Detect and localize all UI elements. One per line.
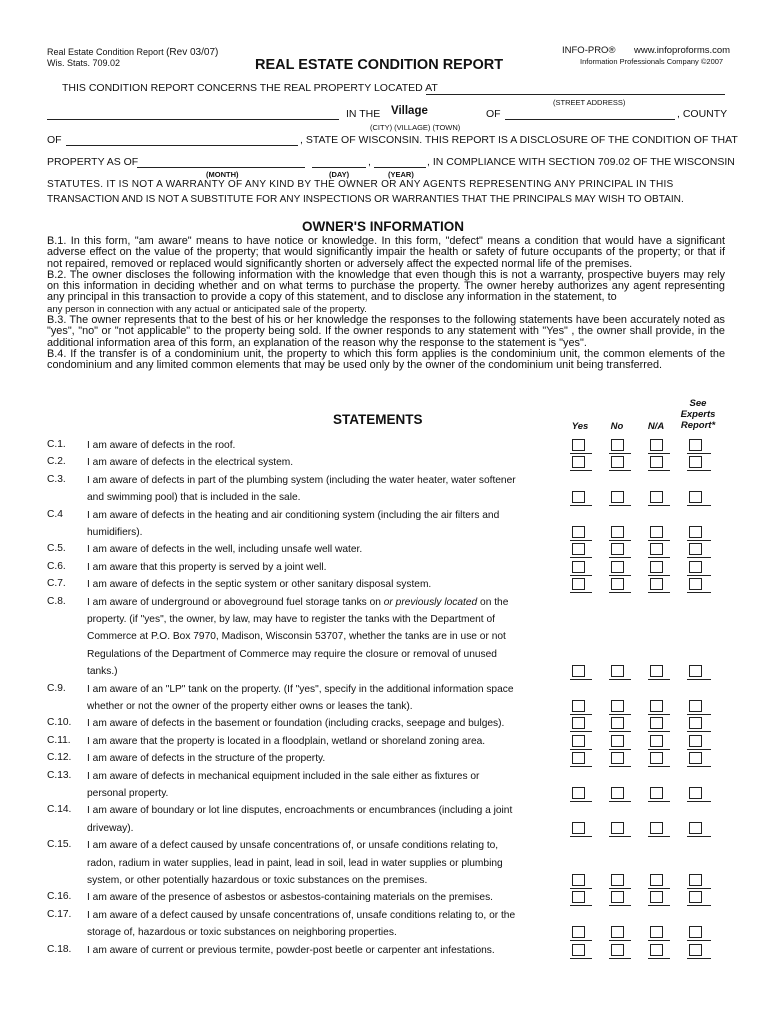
checkbox-no[interactable] [611, 717, 624, 729]
checkbox-na[interactable] [650, 456, 663, 468]
checkbox-underline [687, 766, 711, 767]
statement-text [87, 541, 565, 558]
checkbox-yes[interactable] [572, 752, 585, 764]
checkbox-yes[interactable] [572, 665, 585, 677]
checkbox-underline [570, 679, 592, 680]
statement-line: Commerce at P.O. Box 7970, Madison, Wisconsin 53707, whether the tanks are in use or not [87, 631, 506, 643]
statement-number: C.9. [47, 682, 66, 694]
statement-text [87, 750, 565, 767]
checkbox-underline [609, 731, 631, 732]
checkbox-yes[interactable] [572, 735, 585, 747]
statement-line: I am aware of boundary or lot line disputes, encroachments or encumbrances (including a joint [87, 805, 513, 817]
statement-line: personal property. [87, 788, 169, 799]
checkbox-underline [570, 766, 592, 767]
checkbox-underline [687, 888, 711, 889]
checkbox-underline [570, 836, 592, 837]
statement-line: humidifiers). [87, 527, 143, 538]
statement-number: C.17. [47, 908, 72, 920]
municipality-value: Village [391, 105, 428, 117]
checkbox-yes[interactable] [572, 578, 585, 590]
checkbox-experts[interactable] [689, 874, 702, 886]
statement-line: I am aware of an "LP" tank on the property. (If "yes", specify in the additional information space [87, 683, 514, 695]
statement-line: I am aware of defects in the basement or foundation (including cracks, seepage and bulges). [87, 718, 505, 730]
checkbox-underline [687, 540, 711, 541]
checkbox-underline [570, 575, 592, 576]
day-field[interactable] [312, 155, 366, 168]
owners-paragraphs [47, 236, 725, 372]
checkbox-underline [609, 801, 631, 802]
checkbox-underline [609, 453, 631, 454]
statement-text [87, 576, 565, 593]
owners-heading: OWNER'S INFORMATION [302, 219, 464, 234]
statement-text [87, 594, 565, 681]
checkbox-underline [609, 836, 631, 837]
statement-line: I am aware of defects in the heating and air conditioning system (including the air filters and [87, 509, 500, 521]
checkbox-no[interactable] [611, 822, 624, 834]
checkbox-underline [648, 575, 670, 576]
municipality-field[interactable] [386, 105, 482, 120]
checkbox-underline [609, 714, 631, 715]
statement-text [87, 507, 565, 542]
checkbox-underline [687, 453, 711, 454]
checkbox-underline [687, 575, 711, 576]
statement-line: I am aware of defects in part of the plumbing system (including the water heater, water softener [87, 474, 516, 486]
checkbox-experts[interactable] [689, 665, 702, 677]
checkbox-no[interactable] [611, 874, 624, 886]
statement-number: C.11. [47, 734, 71, 746]
statement-line: tanks.) [87, 666, 118, 678]
state-clause: , STATE OF WISCONSIN. THIS REPORT IS A DISCLOSURE OF THE CONDITION OF THAT [300, 134, 738, 146]
brand: INFO-PRO® [562, 45, 616, 56]
checkbox-underline [570, 505, 592, 506]
b1-paragraph: B.1. In this form, "am aware" means to have notice or knowledge. In this form, "defect" means a condition that would have a significant adverse effect on the value of the property; that would significantly impair the health or safety of future occupants of the property; or that if not repaired, removed or replaced would significantly shorten or adversely affect the expected normal life of the premises. [47, 235, 725, 270]
checkbox-no[interactable] [611, 456, 624, 468]
checkbox-experts[interactable] [689, 926, 702, 938]
statement-text [87, 681, 565, 716]
col-no: No [610, 421, 624, 432]
statement-line: I am aware of a defect caused by unsafe concentrations of, unsafe conditions relating to, or the [87, 909, 516, 921]
checkbox-underline [687, 470, 711, 471]
checkbox-underline [570, 540, 592, 541]
checkbox-experts[interactable] [689, 543, 702, 555]
statement-line: I am aware of a defect caused by unsafe concentrations of, or unsafe conditions relating to, [87, 840, 499, 852]
b2-tail: any person in connection with any actual or anticipated sale of the property. [47, 303, 367, 315]
checkbox-underline [648, 679, 670, 680]
checkbox-na[interactable] [650, 752, 663, 764]
statement-number: C.10. [47, 717, 72, 729]
disclaimer-line-1: STATUTES. IT IS NOT A WARRANTY OF ANY KIND BY THE OWNER OR ANY AGENTS REPRESENTING ANY PRINCIPAL IN THIS [47, 179, 674, 190]
statement-number: C.8. [47, 595, 66, 607]
col-report-word: Report* [680, 420, 716, 431]
checkbox-yes[interactable] [572, 874, 585, 886]
statement-text [87, 472, 565, 507]
checkbox-underline [648, 958, 670, 959]
checkbox-underline [648, 505, 670, 506]
of-label-2: OF [47, 134, 62, 146]
statement-line: system, or other potentially hazardous or toxic substances on the premises. [87, 875, 428, 886]
checkbox-na[interactable] [650, 926, 663, 938]
checkbox-no[interactable] [611, 926, 624, 938]
checkbox-no[interactable] [611, 491, 624, 503]
col-experts-word: Experts [680, 409, 716, 420]
checkbox-underline [648, 557, 670, 558]
checkbox-experts[interactable] [689, 822, 702, 834]
statement-number: C.15. [47, 839, 72, 851]
checkbox-yes[interactable] [572, 822, 585, 834]
statement-text [87, 907, 565, 942]
checkbox-na[interactable] [650, 891, 663, 903]
checkbox-underline [609, 958, 631, 959]
checkbox-underline [648, 940, 670, 941]
checkbox-experts[interactable] [689, 526, 702, 538]
statement-number: C.18. [47, 943, 72, 955]
col-see: See [689, 398, 707, 409]
checkbox-underline [609, 505, 631, 506]
checkbox-no[interactable] [611, 561, 624, 573]
col-yes: Yes [571, 421, 589, 432]
checkbox-underline [570, 470, 592, 471]
day-label: (DAY) [329, 170, 350, 179]
statement-line: whether or not the owner of the property either owns or leases the tank). [87, 701, 413, 712]
statements-heading: STATEMENTS [333, 412, 423, 427]
checkbox-underline [648, 766, 670, 767]
checkbox-no[interactable] [611, 944, 624, 956]
checkbox-no[interactable] [611, 891, 624, 903]
checkbox-underline [570, 958, 592, 959]
in-the-label: IN THE [346, 108, 381, 120]
checkbox-underline [687, 749, 711, 750]
county-field[interactable] [505, 107, 675, 120]
checkbox-na[interactable] [650, 717, 663, 729]
statement-line: property. (if "yes", the owner, by law, may have to register the tanks with the Department of [87, 614, 495, 625]
checkbox-underline [648, 905, 670, 906]
checkbox-na[interactable] [650, 561, 663, 573]
checkbox-na[interactable] [650, 439, 663, 451]
statement-line: I am aware of the presence of asbestos or asbestos-containing materials on the premises. [87, 892, 494, 904]
checkbox-yes[interactable] [572, 926, 585, 938]
city-type-label: (CITY) (VILLAGE) (TOWN) [370, 123, 461, 132]
statement-number: C.12. [47, 752, 72, 764]
checkbox-na[interactable] [650, 787, 663, 799]
statement-number: C.1. [47, 439, 66, 450]
checkbox-underline [648, 749, 670, 750]
checkbox-yes[interactable] [572, 543, 585, 555]
of-label: OF [486, 108, 501, 120]
statement-number: C.14. [47, 804, 72, 816]
statement-line: I am aware of defects in mechanical equipment included in the sale either as fixtures or [87, 770, 480, 782]
checkbox-underline [570, 940, 592, 941]
statement-line: and swimming pool) that is included in the sale. [87, 492, 301, 504]
checkbox-yes[interactable] [572, 456, 585, 468]
checkbox-na[interactable] [650, 491, 663, 503]
statement-line: I am aware of defects in the roof. [87, 440, 236, 451]
statement-line: I am aware of defects in the well, including unsafe well water. [87, 544, 363, 556]
checkbox-underline [648, 714, 670, 715]
checkbox-underline [570, 905, 592, 906]
checkbox-underline [609, 540, 631, 541]
checkbox-no[interactable] [611, 439, 624, 451]
statement-line: radon, radium in water supplies, lead in paint, lead in soil, lead in water supplies or plumbing [87, 857, 503, 869]
checkbox-yes[interactable] [572, 717, 585, 729]
statement-text [87, 837, 565, 889]
checkbox-underline [648, 592, 670, 593]
checkbox-no[interactable] [611, 700, 624, 712]
statement-text [87, 768, 565, 803]
checkbox-na[interactable] [650, 822, 663, 834]
checkbox-underline [687, 801, 711, 802]
col-experts [668, 398, 728, 431]
statement-line: I am aware of underground or aboveground fuel storage tanks on or previously located on the [87, 596, 509, 608]
checkbox-na[interactable] [650, 874, 663, 886]
checkbox-no[interactable] [611, 787, 624, 799]
blank-field-1[interactable] [47, 107, 339, 120]
checkbox-underline [570, 557, 592, 558]
checkbox-underline [687, 557, 711, 558]
street-address-label: (STREET ADDRESS) [553, 98, 626, 107]
b3-paragraph: B.3. The owner represents that to the best of his or her knowledge the responses to the following statements have been accurately noted as "yes", "no" or "not applicable" to the property being sold. If the owner responds to any statement with "Yes" , the owner shall provide, in the additional information area of this form, an explanation of the reason why the response to the statement is "yes". [47, 314, 725, 349]
statement-number: C.6. [47, 560, 66, 572]
checkbox-yes[interactable] [572, 891, 585, 903]
checkbox-underline [687, 714, 711, 715]
checkbox-experts[interactable] [689, 561, 702, 573]
checkbox-underline [648, 801, 670, 802]
as-of-label: PROPERTY AS OF [47, 156, 139, 168]
checkbox-underline [609, 679, 631, 680]
checkbox-experts[interactable] [689, 717, 702, 729]
checkbox-yes[interactable] [572, 439, 585, 451]
checkbox-experts[interactable] [689, 456, 702, 468]
statute-ref: Wis. Stats. 709.02 [47, 58, 121, 68]
checkbox-underline [609, 575, 631, 576]
checkbox-underline [687, 905, 711, 906]
checkbox-yes[interactable] [572, 526, 585, 538]
property-intro: THIS CONDITION REPORT CONCERNS THE REAL PROPERTY LOCATED AT [62, 82, 438, 94]
month-field[interactable] [137, 155, 305, 168]
checkbox-underline [609, 940, 631, 941]
checkbox-underline [648, 836, 670, 837]
comma: , [368, 156, 371, 168]
checkbox-experts[interactable] [689, 700, 702, 712]
county-name-field[interactable] [66, 133, 298, 146]
statement-text [87, 942, 565, 959]
statement-number: C.13. [47, 769, 72, 781]
checkbox-no[interactable] [611, 578, 624, 590]
checkbox-underline [648, 453, 670, 454]
year-label: (YEAR) [388, 170, 414, 179]
checkbox-yes[interactable] [572, 787, 585, 799]
checkbox-underline [648, 470, 670, 471]
checkbox-underline [609, 470, 631, 471]
statement-line: I am aware of defects in the structure of the property. [87, 753, 326, 765]
checkbox-no[interactable] [611, 735, 624, 747]
checkbox-experts[interactable] [689, 787, 702, 799]
disclaimer-line-2: TRANSACTION AND IS NOT A SUBSTITUTE FOR ANY INSPECTIONS OR WARRANTIES THAT THE PRINCIPALS MAY WISH TO OBTAIN. [47, 194, 684, 205]
statement-line: I am aware of defects in the septic system or other sanitary disposal system. [87, 579, 432, 591]
checkbox-na[interactable] [650, 944, 663, 956]
checkbox-experts[interactable] [689, 439, 702, 451]
checkbox-yes[interactable] [572, 561, 585, 573]
statement-line: I am aware that this property is served by a joint well. [87, 561, 327, 573]
statement-text [87, 559, 565, 576]
b2-paragraph: B.2. The owner discloses the following information with the knowledge that even though this is not a warranty, prospective buyers may rely on this information in deciding whether and on what terms to purchase the property. The owner hereby authorizes any agent representing any principal in this transaction to provide a copy of this statement, and to disclose any information in the statement, to [47, 268, 725, 304]
statement-number: C.5. [47, 543, 66, 555]
statement-line: Regulations of the Department of Commerce may require the closure or removal of unused [87, 648, 497, 660]
website: www.infoproforms.com [634, 45, 731, 56]
checkbox-experts[interactable] [689, 491, 702, 503]
street-address-field[interactable] [426, 82, 725, 95]
checkbox-underline [609, 749, 631, 750]
statement-number: C.2. [47, 456, 66, 468]
statement-text [87, 437, 565, 454]
statement-number: C.4 [47, 508, 63, 520]
checkbox-underline [609, 905, 631, 906]
checkbox-experts[interactable] [689, 578, 702, 590]
statement-number: C.16. [47, 891, 72, 903]
checkbox-yes[interactable] [572, 700, 585, 712]
statement-line: I am aware that the property is located in a floodplain, wetland or shoreland zoning area. [87, 735, 486, 747]
year-field[interactable] [374, 155, 426, 168]
checkbox-no[interactable] [611, 526, 624, 538]
checkbox-yes[interactable] [572, 944, 585, 956]
checkbox-underline [570, 453, 592, 454]
checkbox-na[interactable] [650, 735, 663, 747]
checkbox-underline [570, 592, 592, 593]
checkbox-underline [609, 766, 631, 767]
checkbox-na[interactable] [650, 526, 663, 538]
checkbox-underline [687, 505, 711, 506]
compliance-clause: , IN COMPLIANCE WITH SECTION 709.02 OF THE WISCONSIN [427, 156, 735, 168]
statement-line: I am aware of defects in the electrical system. [87, 457, 294, 469]
checkbox-experts[interactable] [689, 752, 702, 764]
statement-text [87, 889, 565, 906]
checkbox-underline [609, 557, 631, 558]
statement-number: C.7. [47, 578, 66, 590]
checkbox-na[interactable] [650, 665, 663, 677]
checkbox-yes[interactable] [572, 491, 585, 503]
checkbox-underline [687, 958, 711, 959]
county-label: , COUNTY [677, 108, 728, 120]
checkbox-experts[interactable] [689, 944, 702, 956]
checkbox-underline [570, 749, 592, 750]
statement-text [87, 733, 565, 750]
checkbox-na[interactable] [650, 700, 663, 712]
checkbox-underline [687, 679, 711, 680]
statement-text [87, 715, 565, 732]
statement-line: storage of, hazardous or toxic substances on neighboring properties. [87, 927, 397, 939]
statement-text [87, 454, 565, 471]
checkbox-underline [570, 714, 592, 715]
form-name: Real Estate Condition Report (Rev 03/07) [47, 47, 219, 58]
statement-text [87, 802, 565, 837]
statement-line: driveway). [87, 822, 134, 834]
checkbox-underline [609, 888, 631, 889]
checkbox-underline [648, 540, 670, 541]
checkbox-underline [648, 731, 670, 732]
checkbox-underline [648, 888, 670, 889]
col-na: N/A [647, 421, 665, 432]
checkbox-underline [687, 731, 711, 732]
checkbox-experts[interactable] [689, 735, 702, 747]
b4-paragraph: B.4. If the transfer is of a condominium unit, the property to which this form applies is the condominium unit, the common elements of the condominium and any limited common elements that may be used only by the owner of the condominium unit being transferred. [47, 347, 725, 372]
checkbox-underline [570, 888, 592, 889]
checkbox-underline [687, 592, 711, 593]
checkbox-no[interactable] [611, 543, 624, 555]
checkbox-underline [570, 731, 592, 732]
checkbox-underline [609, 592, 631, 593]
month-label: (MONTH) [206, 170, 239, 179]
checkbox-na[interactable] [650, 578, 663, 590]
checkbox-underline [687, 836, 711, 837]
company: Information Professionals Company ©2007 [580, 57, 724, 66]
statement-number: C.3. [47, 473, 66, 485]
checkbox-underline [570, 801, 592, 802]
page-title: REAL ESTATE CONDITION REPORT [255, 57, 504, 73]
checkbox-na[interactable] [650, 543, 663, 555]
checkbox-underline [687, 940, 711, 941]
checkbox-no[interactable] [611, 665, 624, 677]
checkbox-experts[interactable] [689, 891, 702, 903]
statement-line: I am aware of current or previous termite, powder-post beetle or carpenter ant infestations. [87, 944, 495, 956]
checkbox-no[interactable] [611, 752, 624, 764]
